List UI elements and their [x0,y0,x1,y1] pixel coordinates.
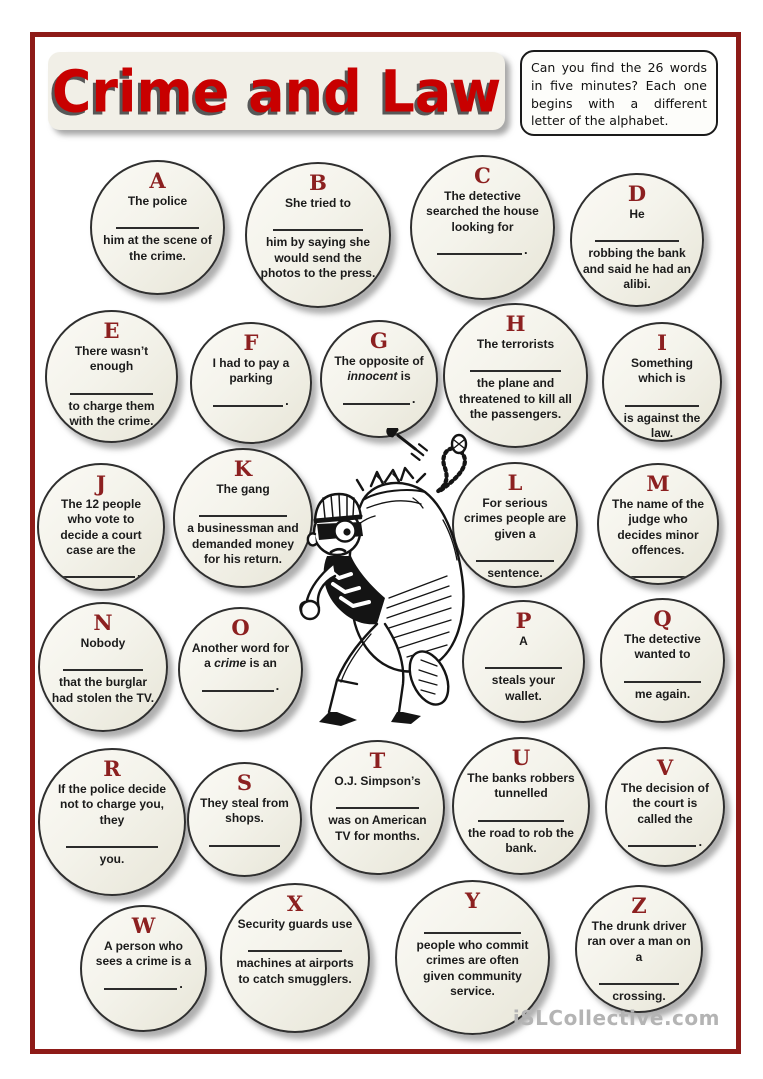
clue-text: Another word for a crime is an [191,641,290,671]
clue-text: A [519,634,528,649]
worksheet-frame [30,32,741,1054]
clue-text: The terrorists [476,337,555,352]
clue-circle-a [90,160,225,295]
clue-letter: B [309,170,327,195]
clue-text: The police [127,194,188,209]
clue-text: The 12 people who vote to decide a court case are the [60,497,142,558]
clue-circle-b [245,162,391,308]
clue-text: machines at airports to catch smugglers. [236,956,354,986]
answer-blank [476,548,554,562]
clue-text: crossing. [612,989,666,1004]
clue-text: him by saying she would send the photos to the press. [260,235,376,281]
clue-letter: T [369,748,386,773]
answer-blank: . [437,241,527,255]
clue-text: to charge them with the crime. [68,398,155,429]
clue-text: Something which is [631,356,693,386]
answer-blank [485,655,561,669]
answer-blank [478,808,564,822]
clue-circle-m [597,463,719,585]
clue-letter: N [93,610,113,635]
answer-blank [470,358,560,372]
clue-text: that the burglar had stolen the TV. [51,675,155,705]
clue-text: The gang [216,482,270,497]
clue-circle-v [605,747,725,867]
clue-text: people who commit crimes are often given community service. [416,938,529,999]
answer-blank [625,393,699,407]
clue-circle-g [320,320,438,438]
clue-text: She tried to [284,196,351,211]
answer-blank: . [343,391,416,405]
clue-letter: M [646,471,670,496]
clue-circle-e [45,310,178,443]
clue-circle-j [37,463,165,591]
clue-letter: F [243,330,259,355]
title-box [48,52,505,130]
clue-letter: K [233,456,253,481]
clue-circle-x [220,883,370,1033]
clue-circle-s [187,762,302,877]
clue-text: me again. [634,686,691,701]
clue-letter: Z [631,893,647,918]
clue-text: He [629,207,645,222]
answer-blank [209,833,280,847]
clue-circle-i [602,322,722,442]
answer-blank [273,217,364,231]
fork-icon [385,428,427,460]
clue-text: you. [99,852,125,867]
clue-circle-o [178,607,303,732]
clue-text: The detective searched the house looking for [426,189,539,234]
clue-letter: E [103,318,120,343]
answer-blank: . [104,976,183,990]
answer-blank [199,503,286,517]
answer-blank [624,669,701,683]
clue-letter: S [236,770,253,795]
answer-blank [620,564,696,578]
clue-text: the plane and threatened to kill all the passengers. [459,376,572,422]
instruction-text: Can you find the 26 words in five minutes? Each one begins with a different letter of the alphabet. [531,60,707,129]
clue-circle-d [570,173,704,307]
clue-text: For serious crimes people are given a [463,496,567,541]
clue-letter: I [657,330,667,355]
clue-circle-h [443,303,588,448]
answer-blank: . [202,678,279,692]
clue-circle-q [600,598,725,723]
clue-text: A person who sees a crime is a [95,939,192,969]
answer-blank [336,795,420,809]
answer-blank: . [61,564,140,578]
answer-blank [116,215,200,229]
clue-letter: R [103,756,121,781]
clue-circle-n [38,602,168,732]
clue-circle-f [190,322,312,444]
clue-letter: P [515,608,532,633]
clue-letter: V [656,755,674,780]
answer-blank [599,971,678,985]
clue-circle-z [575,885,703,1013]
answer-blank [66,834,158,848]
clue-text: is against the law. [623,410,701,441]
clue-text: steals your wallet. [491,673,556,703]
answer-blank [248,938,341,952]
clue-letter: L [507,470,523,495]
answer-blank: . [628,833,702,847]
clue-text: him at the scene of the crime. [103,233,212,263]
clue-circle-c [410,155,555,300]
clue-letter: J [96,471,106,496]
clue-letter: D [627,181,647,206]
clue-text: was on American TV for months. [328,813,427,843]
clue-text: The name of the judge who decides minor offences. [611,497,704,558]
clue-text: a businessman and demanded money for his return. [187,521,299,567]
clue-circle-w [80,905,207,1032]
clue-text: Nobody [80,636,126,651]
answer-blank: . [213,393,289,407]
clue-letter: H [505,311,526,336]
clue-text: The opposite of innocent is [334,354,424,384]
clue-text: The banks robbers tunnelled [467,771,575,801]
clue-text: Security guards use [237,917,353,932]
clue-text: If the police decide not to charge you, they [57,782,166,827]
clue-letter: W [131,913,156,938]
clue-text: I had to pay a parking [212,356,290,386]
clue-circle-t [310,740,445,875]
clue-text: sentence. [487,566,543,581]
clue-text: the road to rob the bank. [467,825,574,856]
clue-letter: G [370,328,388,353]
page-title: Crime and Law [51,56,502,126]
clue-text: The drunk driver ran over a man on a [587,919,691,964]
clue-text: The decision of the court is called the [620,781,709,826]
clue-letter: C [474,163,491,188]
answer-blank [595,228,678,242]
clue-circle-u [452,737,590,875]
clue-text: robbing the bank and said he had an alibi. [582,246,692,292]
answer-blank [63,657,144,671]
clue-letter: X [286,891,304,916]
answer-blank [424,920,521,934]
clue-letter: Q [653,606,672,631]
clue-circle-k [173,448,313,588]
burglar-illustration [293,428,483,728]
answer-blank [70,381,153,395]
instruction-box [520,50,718,136]
clue-letter: Y [465,888,480,913]
clue-text: The detective wanted to [624,632,701,662]
clue-circle-r [38,748,186,896]
clue-text: There wasn’t enough [74,344,149,374]
clue-letter: U [511,745,531,770]
clue-letter: O [231,615,250,640]
clue-text: O.J. Simpson’s [334,774,421,789]
clue-text: They steal from shops. [200,796,289,826]
watermark: iSLCollective.com [512,1006,720,1030]
clue-letter: A [149,168,166,193]
